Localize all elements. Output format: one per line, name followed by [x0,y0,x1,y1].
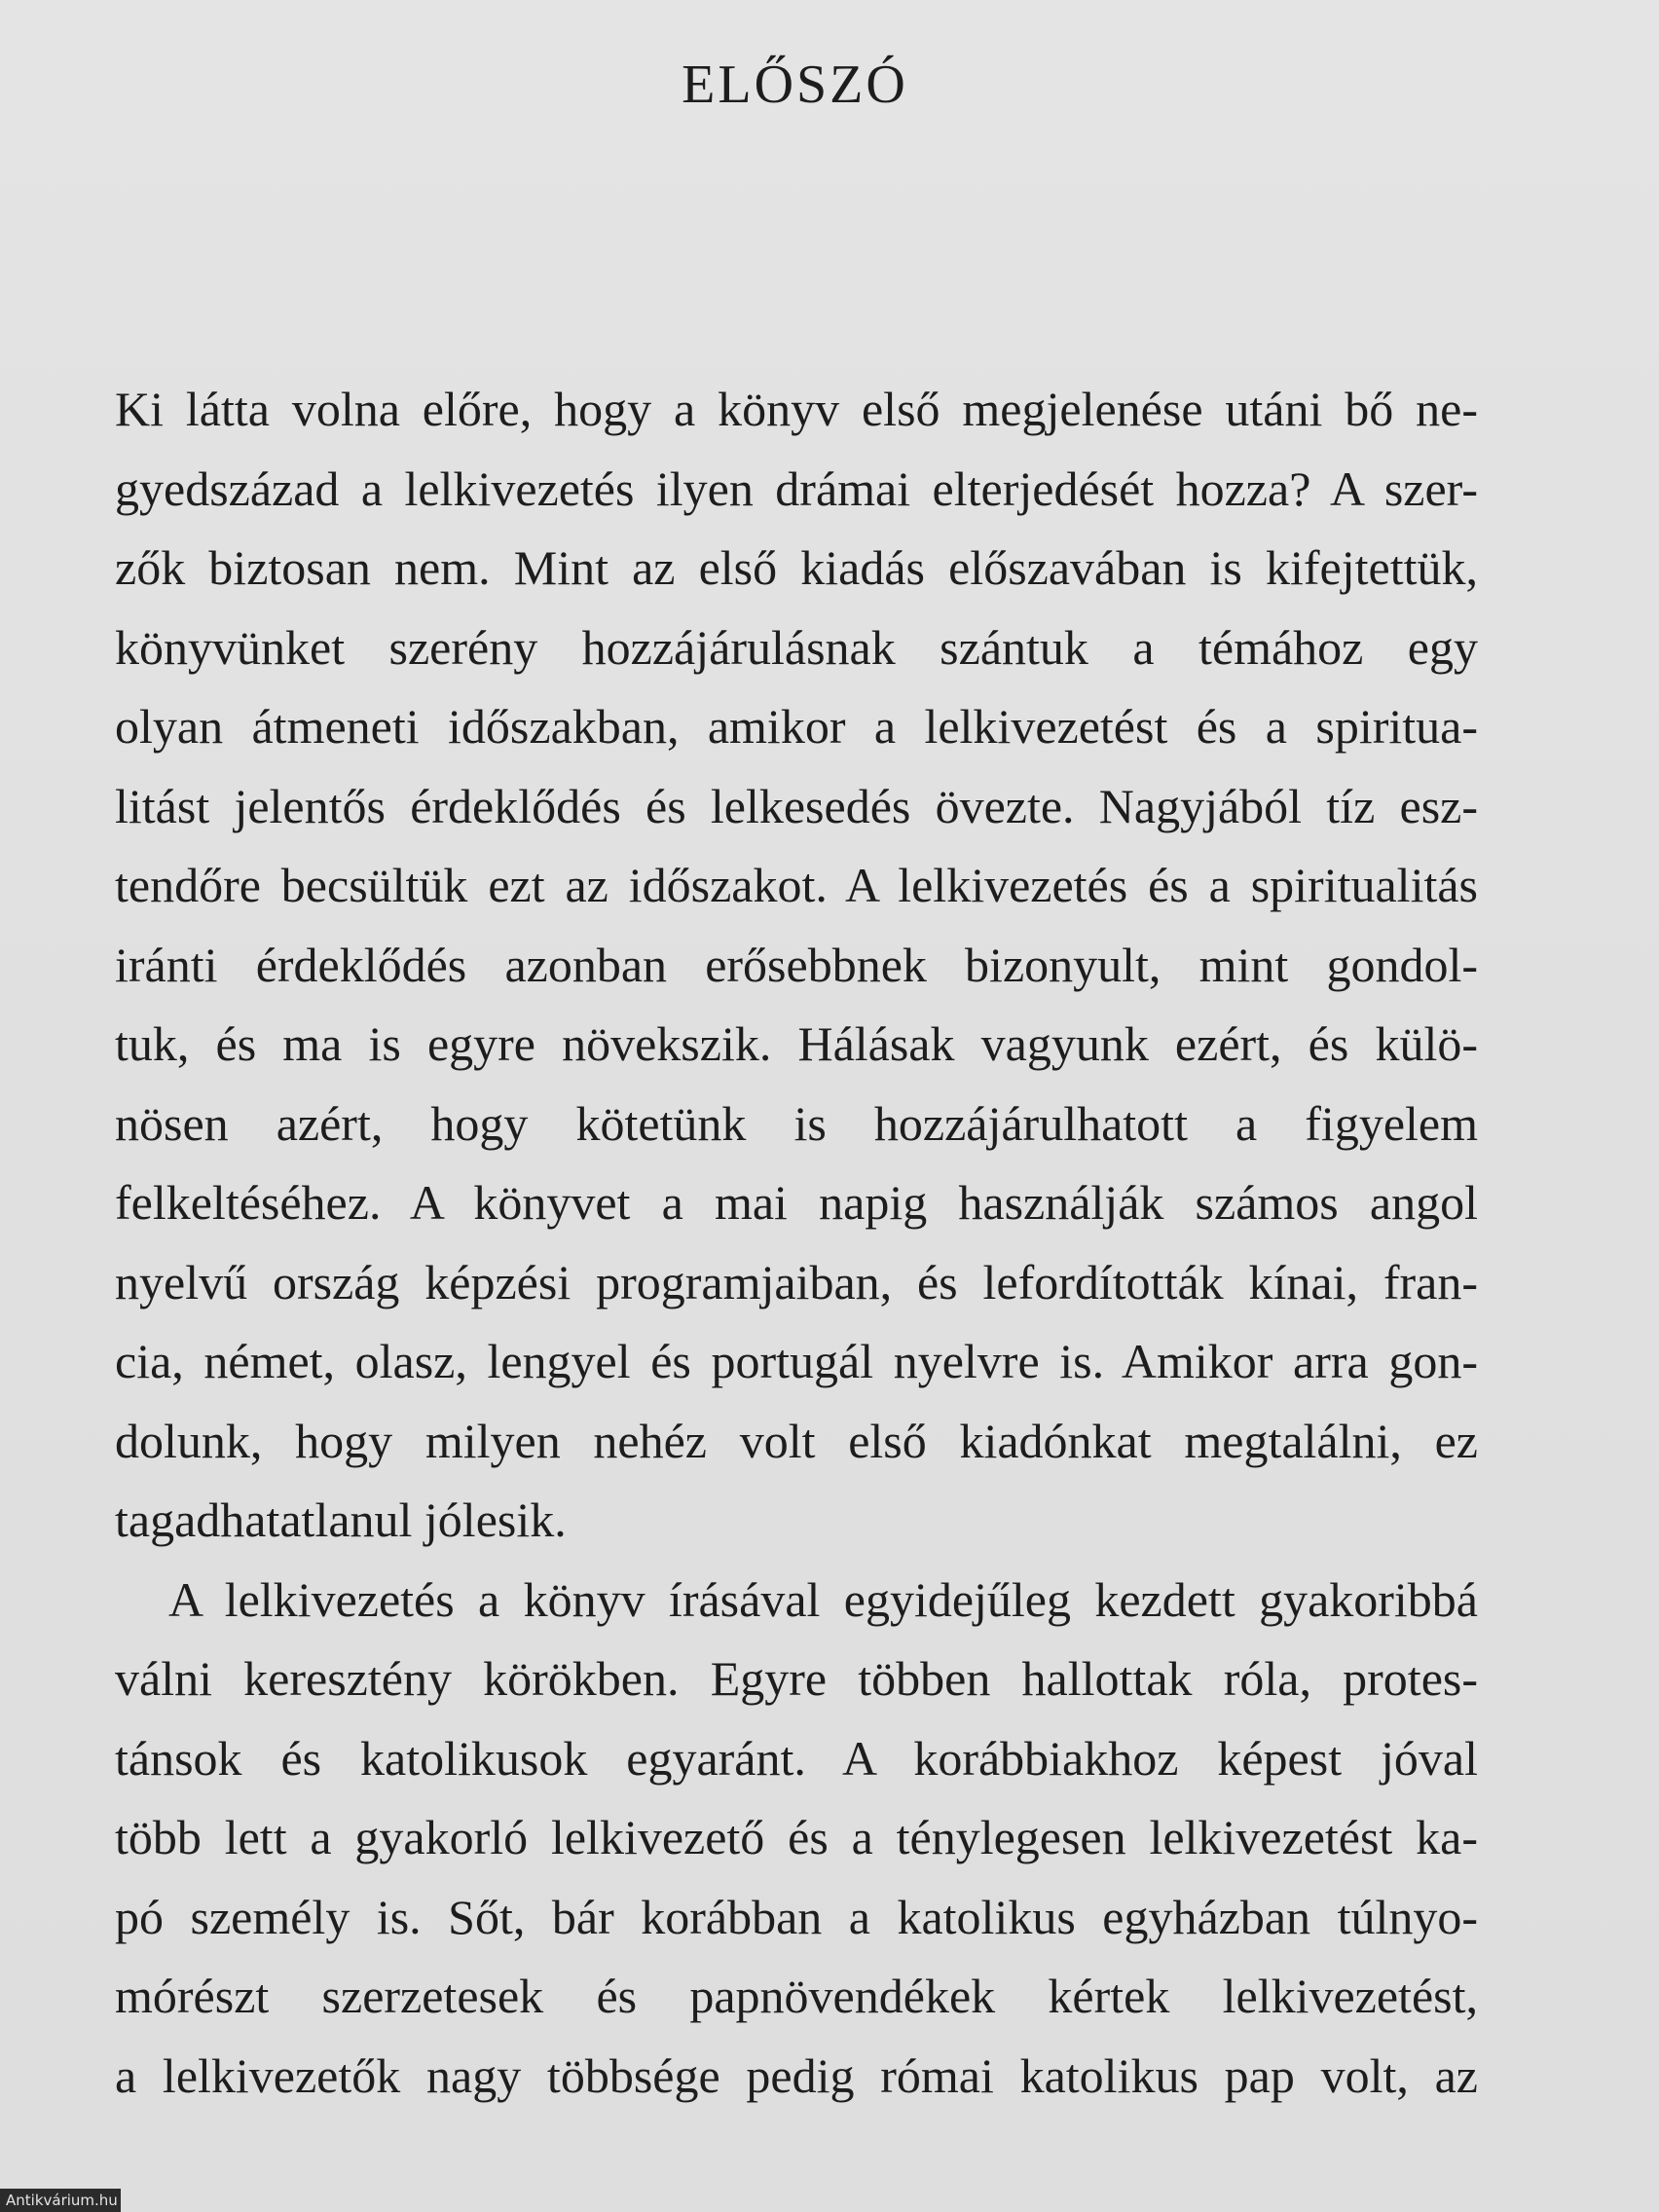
text-line: tuk, és ma is egyre növekszik. Hálásak vagyunk ezért, és külö- [115,1016,1478,1071]
text-line: a lelkivezetők nagy többsége pedig római katolikus pap volt, az [115,2047,1478,2103]
text-line: mórészt szerzetesek és papnövendékek kértek lelkivezetést, [115,1969,1478,2023]
text-line: felkeltéséhez. A könyvet a mai napig használják számos angol [115,1175,1478,1230]
text-line: válni keresztény körökben. Egyre többen hallottak róla, protes- [115,1651,1478,1706]
text-line: pó személy is. Sőt, bár korábban a katolikus egyházban túlnyo- [115,1889,1478,1944]
text-line: gyedszázad a lelkivezetés ilyen drámai elterjedését hozza? A szer- [115,461,1478,516]
text-line: tánsok és katolikusok egyaránt. A korábbiakhoz képest jóval [115,1730,1478,1786]
text-line: nyelvű ország képzési programjaiban, és lefordították kínai, fran- [115,1254,1478,1309]
page-title: ELŐSZÓ [682,55,908,115]
text-line: cia, német, olasz, lengyel és portugál nyelvre is. Amikor arra gon- [115,1334,1478,1388]
text-line: Ki látta volna előre, hogy a könyv első megjelenése utáni bő ne- [115,382,1478,436]
watermark: Antikvárium.hu [0,2189,121,2212]
text-line: iránti érdeklődés azonban erősebbnek bizonyult, mint gondol- [115,937,1478,992]
text-line: könyvünket szerény hozzájárulásnak szántuk a témához egy [115,619,1478,675]
text-line: olyan átmeneti időszakban, amikor a lelkivezetést és a spiritua- [115,699,1478,754]
text-line: litást jelentős érdeklődés és lelkesedés övezte. Nagyjából tíz esz- [115,778,1478,833]
text-line: tendőre becsültük ezt az időszakot. A lelkivezetés és a spiritualitás [115,858,1478,912]
text-line: nösen azért, hogy kötetünk is hozzájárulhatott a figyelem [115,1095,1478,1151]
text-line: tagadhatatlanul jólesik. [115,1493,567,1547]
text-line: zők biztosan nem. Mint az első kiadás előszavában is kifejtettük, [115,540,1478,595]
body-text [115,370,1478,2116]
text-line: több lett a gyakorló lelkivezető és a ténylegesen lelkivezetést ka- [115,1810,1478,1864]
text-line: dolunk, hogy milyen nehéz volt első kiadónkat megtalálni, ez [115,1413,1478,1468]
text-line: A lelkivezetés a könyv írásával egyidejűleg kezdett gyakoribbá [168,1571,1478,1627]
